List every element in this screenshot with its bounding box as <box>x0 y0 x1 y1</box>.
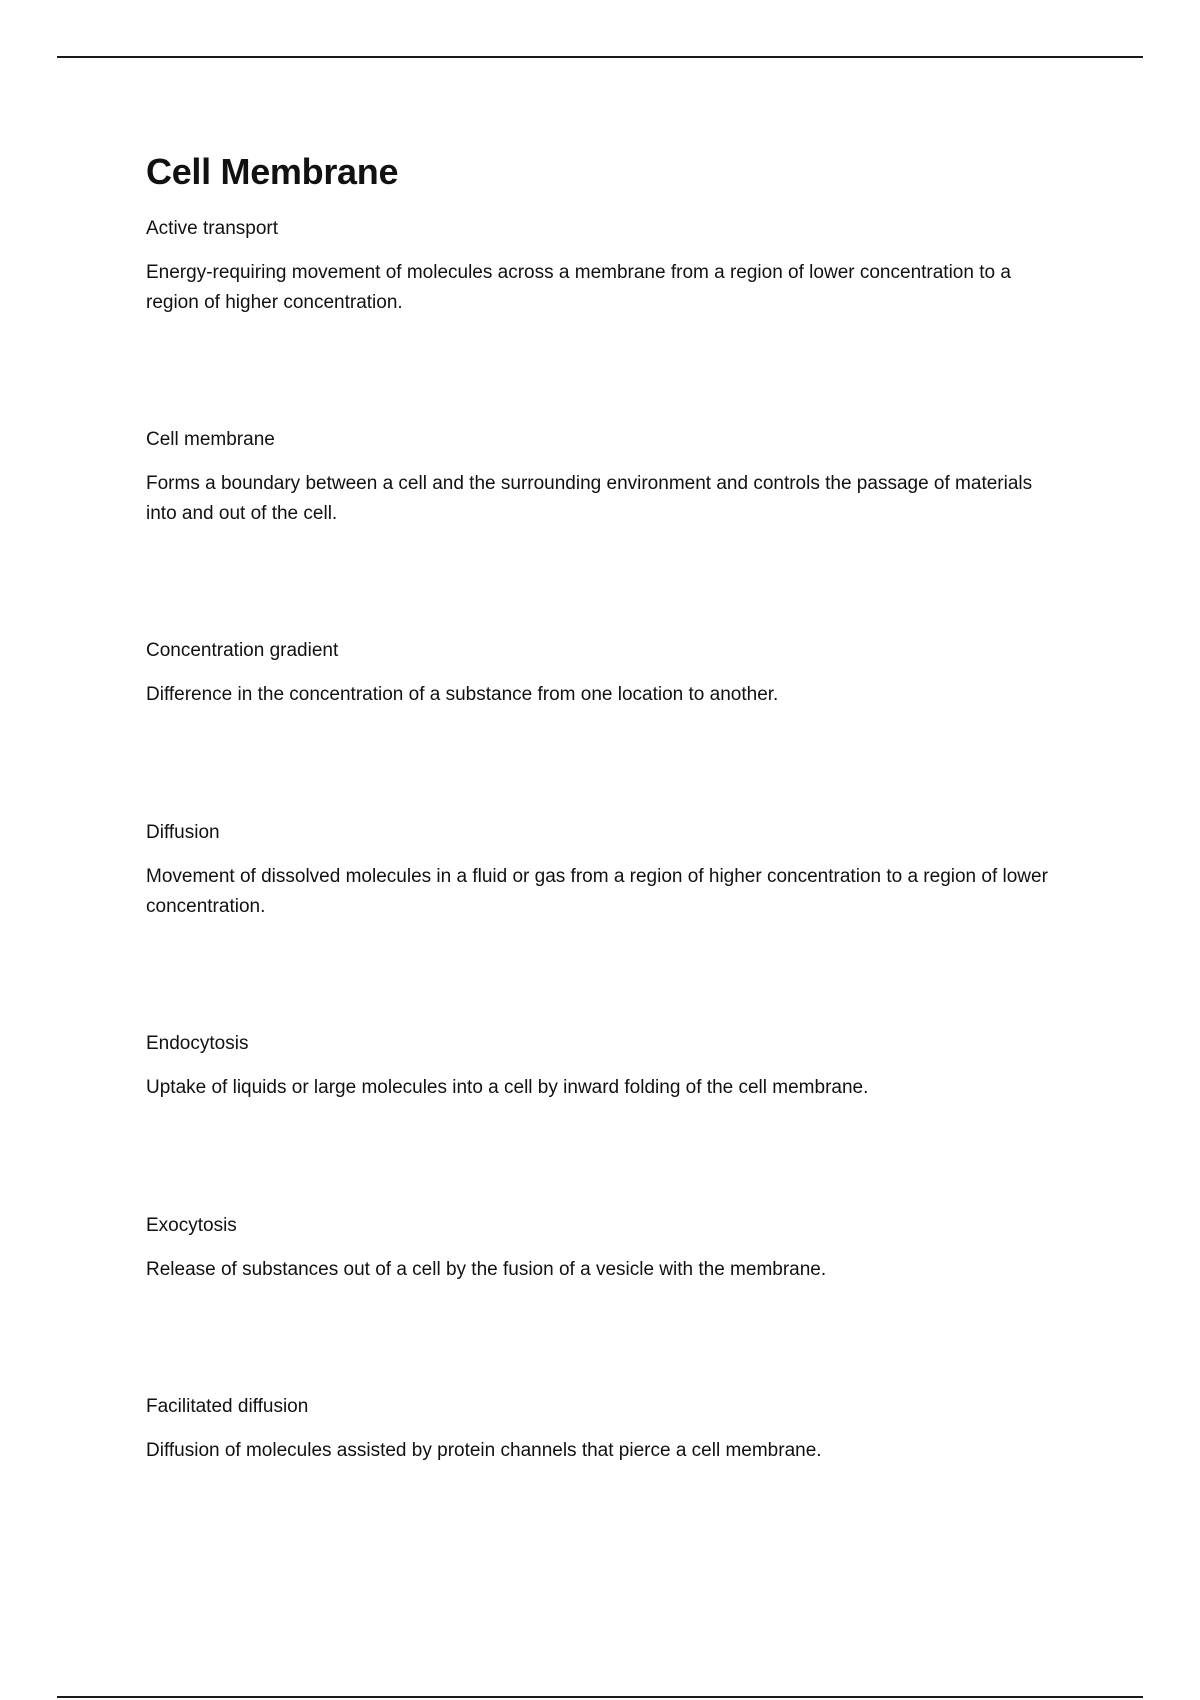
bottom-rule <box>57 1696 1143 1698</box>
page-title: Cell Membrane <box>146 151 399 192</box>
glossary-entry-cell-membrane <box>146 427 1056 529</box>
term-definition: Forms a boundary between a cell and the surrounding environment and controls the passage of materials into and out of the cell. <box>146 473 1033 524</box>
term-label: Exocytosis <box>146 1215 237 1236</box>
term-definition: Release of substances out of a cell by the fusion of a vesicle with the membrane. <box>146 1259 827 1280</box>
term-definition: Uptake of liquids or large molecules into a cell by inward folding of the cell membrane. <box>146 1077 869 1098</box>
term-label: Concentration gradient <box>146 640 339 661</box>
term-definition: Movement of dissolved molecules in a fluid or gas from a region of higher concentration to a region of lower concentration. <box>146 866 1048 917</box>
glossary-entry-exocytosis <box>146 1213 1056 1285</box>
term-definition: Energy-requiring movement of molecules across a membrane from a region of lower concentration to a region of higher concentration. <box>146 262 1011 313</box>
top-rule <box>57 56 1143 58</box>
glossary-entry-concentration-gradient <box>146 638 1056 710</box>
term-label: Cell membrane <box>146 429 275 450</box>
term-definition: Difference in the concentration of a substance from one location to another. <box>146 684 779 705</box>
term-label: Active transport <box>146 218 278 239</box>
term-label: Facilitated diffusion <box>146 1396 309 1417</box>
term-definition: Diffusion of molecules assisted by protein channels that pierce a cell membrane. <box>146 1440 822 1461</box>
term-label: Diffusion <box>146 822 220 843</box>
glossary-entry-endocytosis <box>146 1031 1056 1103</box>
glossary-entry-facilitated-diffusion <box>146 1394 1056 1466</box>
glossary-entry-diffusion <box>146 820 1056 922</box>
term-label: Endocytosis <box>146 1033 249 1054</box>
glossary-entry-active-transport <box>146 216 1056 318</box>
